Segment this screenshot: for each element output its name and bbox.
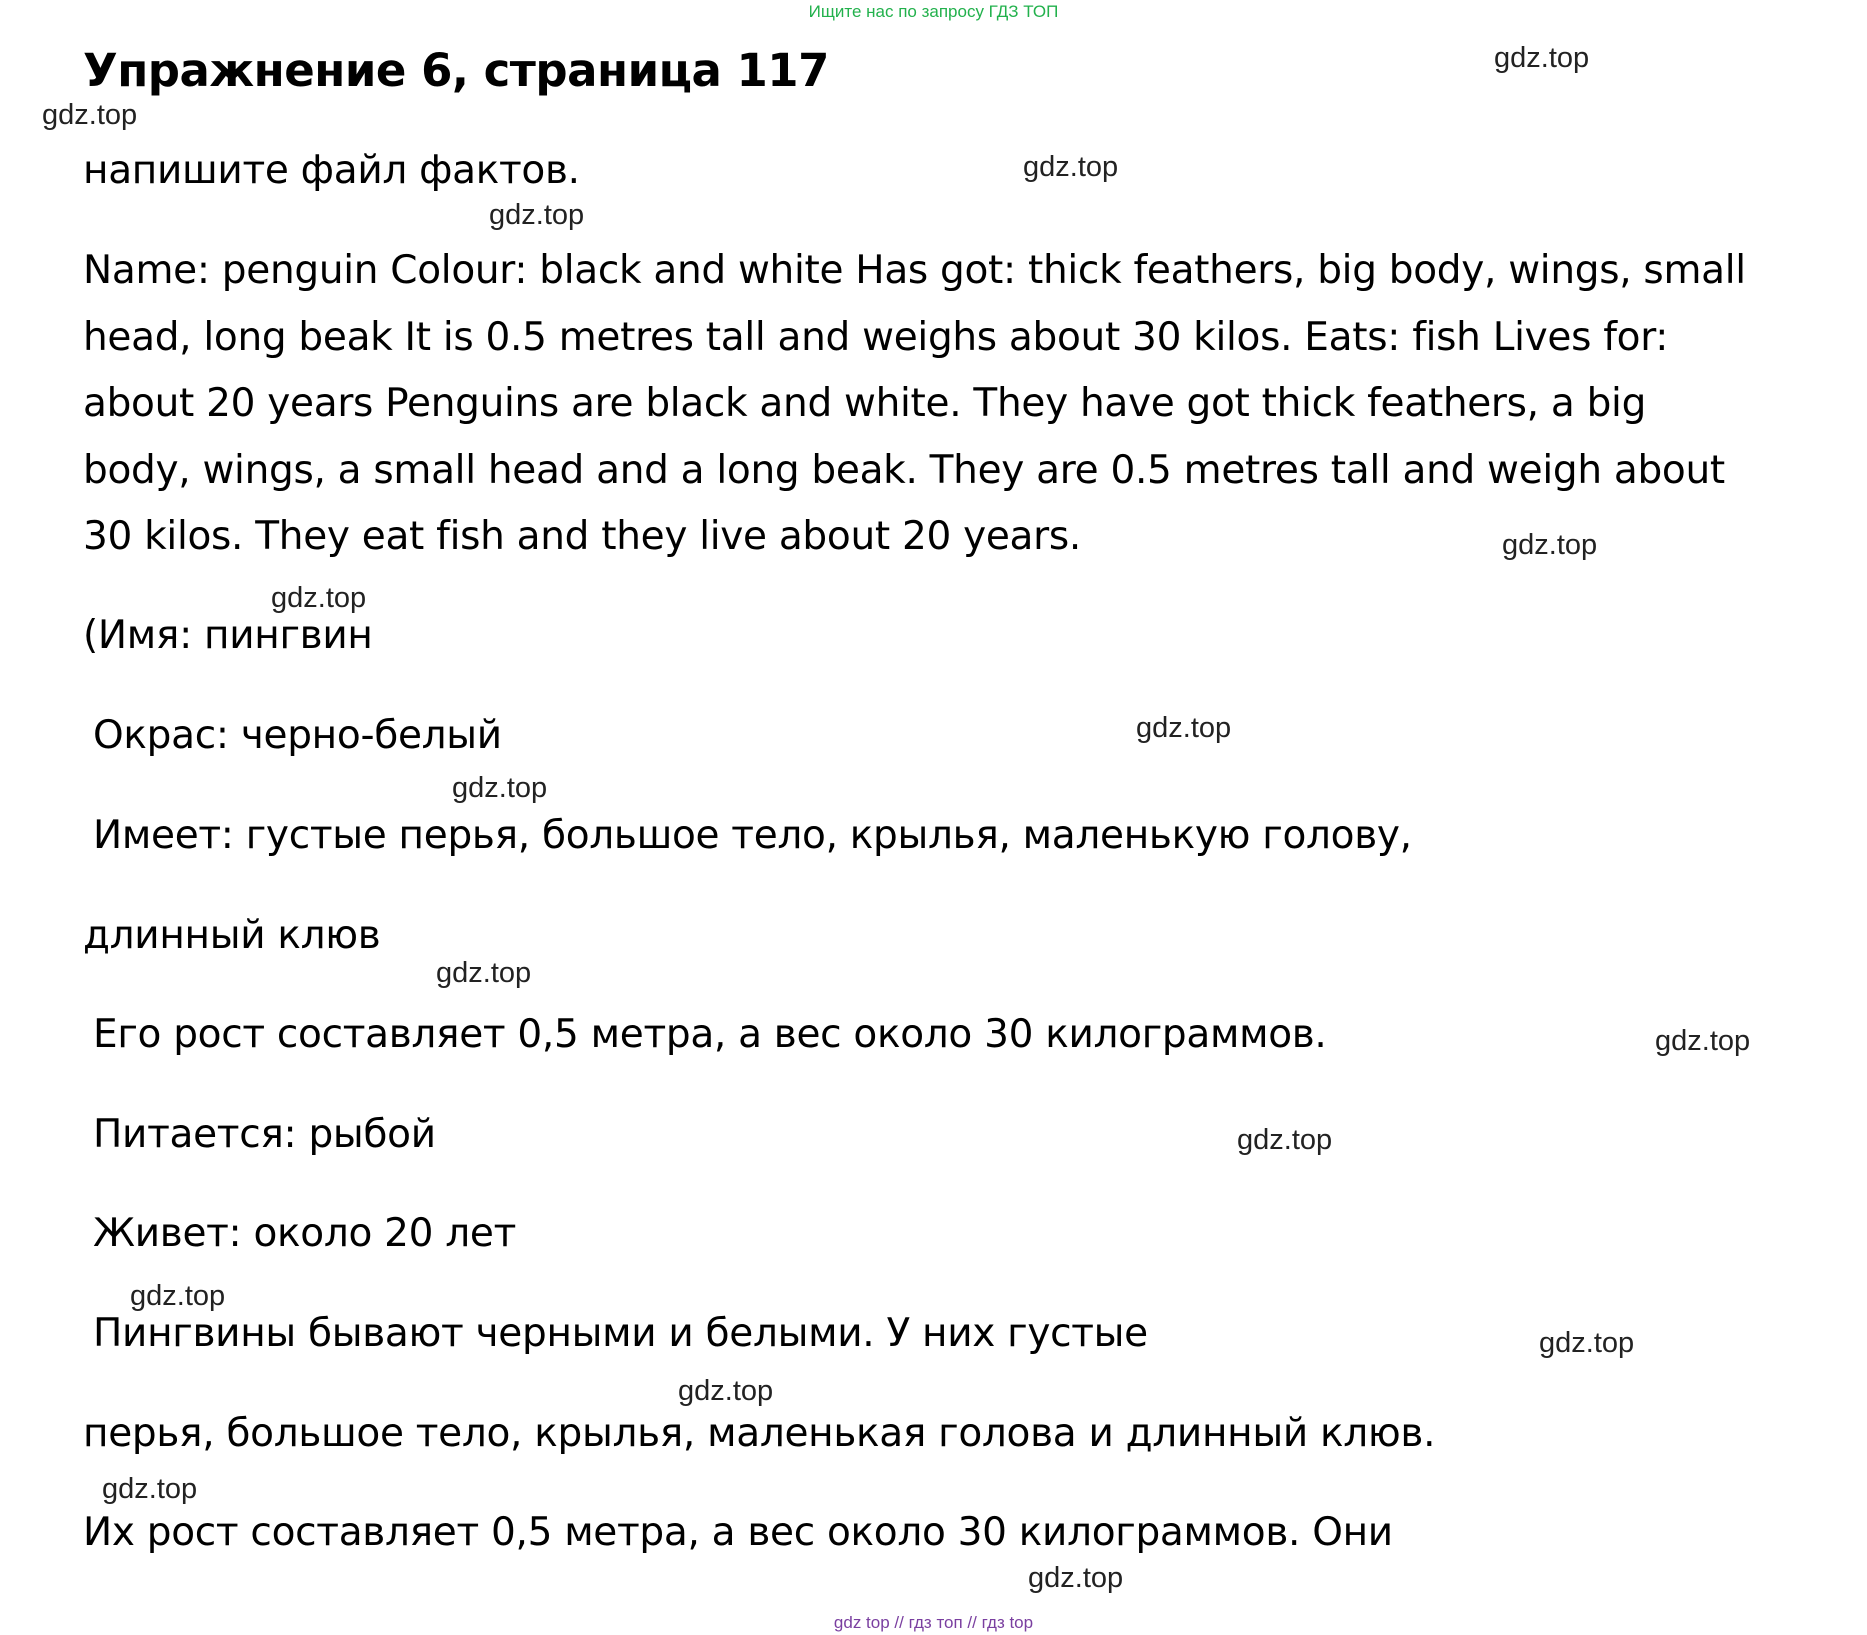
english-line: 30 kilos. They eat fish and they live about 20 years. bbox=[83, 514, 1082, 559]
ru-eats: Питается: рыбой bbox=[93, 1112, 436, 1157]
watermark: gdz.top bbox=[678, 1375, 774, 1407]
watermark: gdz.top bbox=[130, 1280, 226, 1312]
page-title: Упражнение 6, страница 117 bbox=[83, 44, 829, 97]
ru-name: (Имя: пингвин bbox=[83, 613, 373, 658]
task-text: напишите файл фактов. bbox=[83, 148, 580, 193]
english-line: Name: penguin Colour: black and white Has got: thick feathers, big body, wings, small bbox=[83, 248, 1746, 293]
ru-desc-1: Пингвины бывают черными и белыми. У них густые bbox=[93, 1311, 1148, 1356]
watermark: gdz.top bbox=[1023, 151, 1119, 183]
ru-desc-3: Их рост составляет 0,5 метра, а вес около 30 килограммов. Они bbox=[83, 1510, 1393, 1555]
top-banner: Ищите нас по запросу ГДЗ ТОП bbox=[808, 2, 1059, 21]
english-answer bbox=[83, 238, 1843, 571]
watermark: gdz.top bbox=[1502, 529, 1598, 561]
watermark: gdz.top bbox=[1028, 1562, 1124, 1594]
watermark: gdz.top bbox=[271, 582, 367, 614]
english-line: body, wings, a small head and a long beak. They are 0.5 metres tall and weigh about bbox=[83, 447, 1725, 493]
ru-has-got: Имеет: густые перья, большое тело, крылья, маленькую голову, bbox=[93, 813, 1412, 858]
ru-beak: длинный клюв bbox=[83, 913, 381, 958]
watermark: gdz.top bbox=[1494, 42, 1590, 74]
watermark: gdz.top bbox=[1539, 1327, 1635, 1359]
watermark: gdz.top bbox=[1136, 712, 1232, 744]
ru-colour: Окрас: черно-белый bbox=[93, 713, 502, 758]
ru-size: Его рост составляет 0,5 метра, а вес около 30 килограммов. bbox=[93, 1012, 1327, 1057]
ru-desc-2: перья, большое тело, крылья, маленькая голова и длинный клюв. bbox=[83, 1411, 1436, 1456]
ru-lives: Живет: около 20 лет bbox=[93, 1211, 517, 1256]
english-line: head, long beak It is 0.5 metres tall and weighs about 30 kilos. Eats: fish Lives for: bbox=[83, 314, 1669, 360]
watermark: gdz.top bbox=[436, 957, 532, 989]
watermark: gdz.top bbox=[1655, 1025, 1751, 1057]
watermark: gdz.top bbox=[489, 199, 585, 231]
english-line: about 20 years Penguins are black and white. They have got thick feathers, a big bbox=[83, 381, 1647, 426]
footer-links: gdz top // гдз топ // гдз top bbox=[833, 1613, 1034, 1632]
watermark: gdz.top bbox=[42, 99, 138, 131]
watermark: gdz.top bbox=[452, 772, 548, 804]
watermark: gdz.top bbox=[102, 1473, 198, 1505]
watermark: gdz.top bbox=[1237, 1124, 1333, 1156]
